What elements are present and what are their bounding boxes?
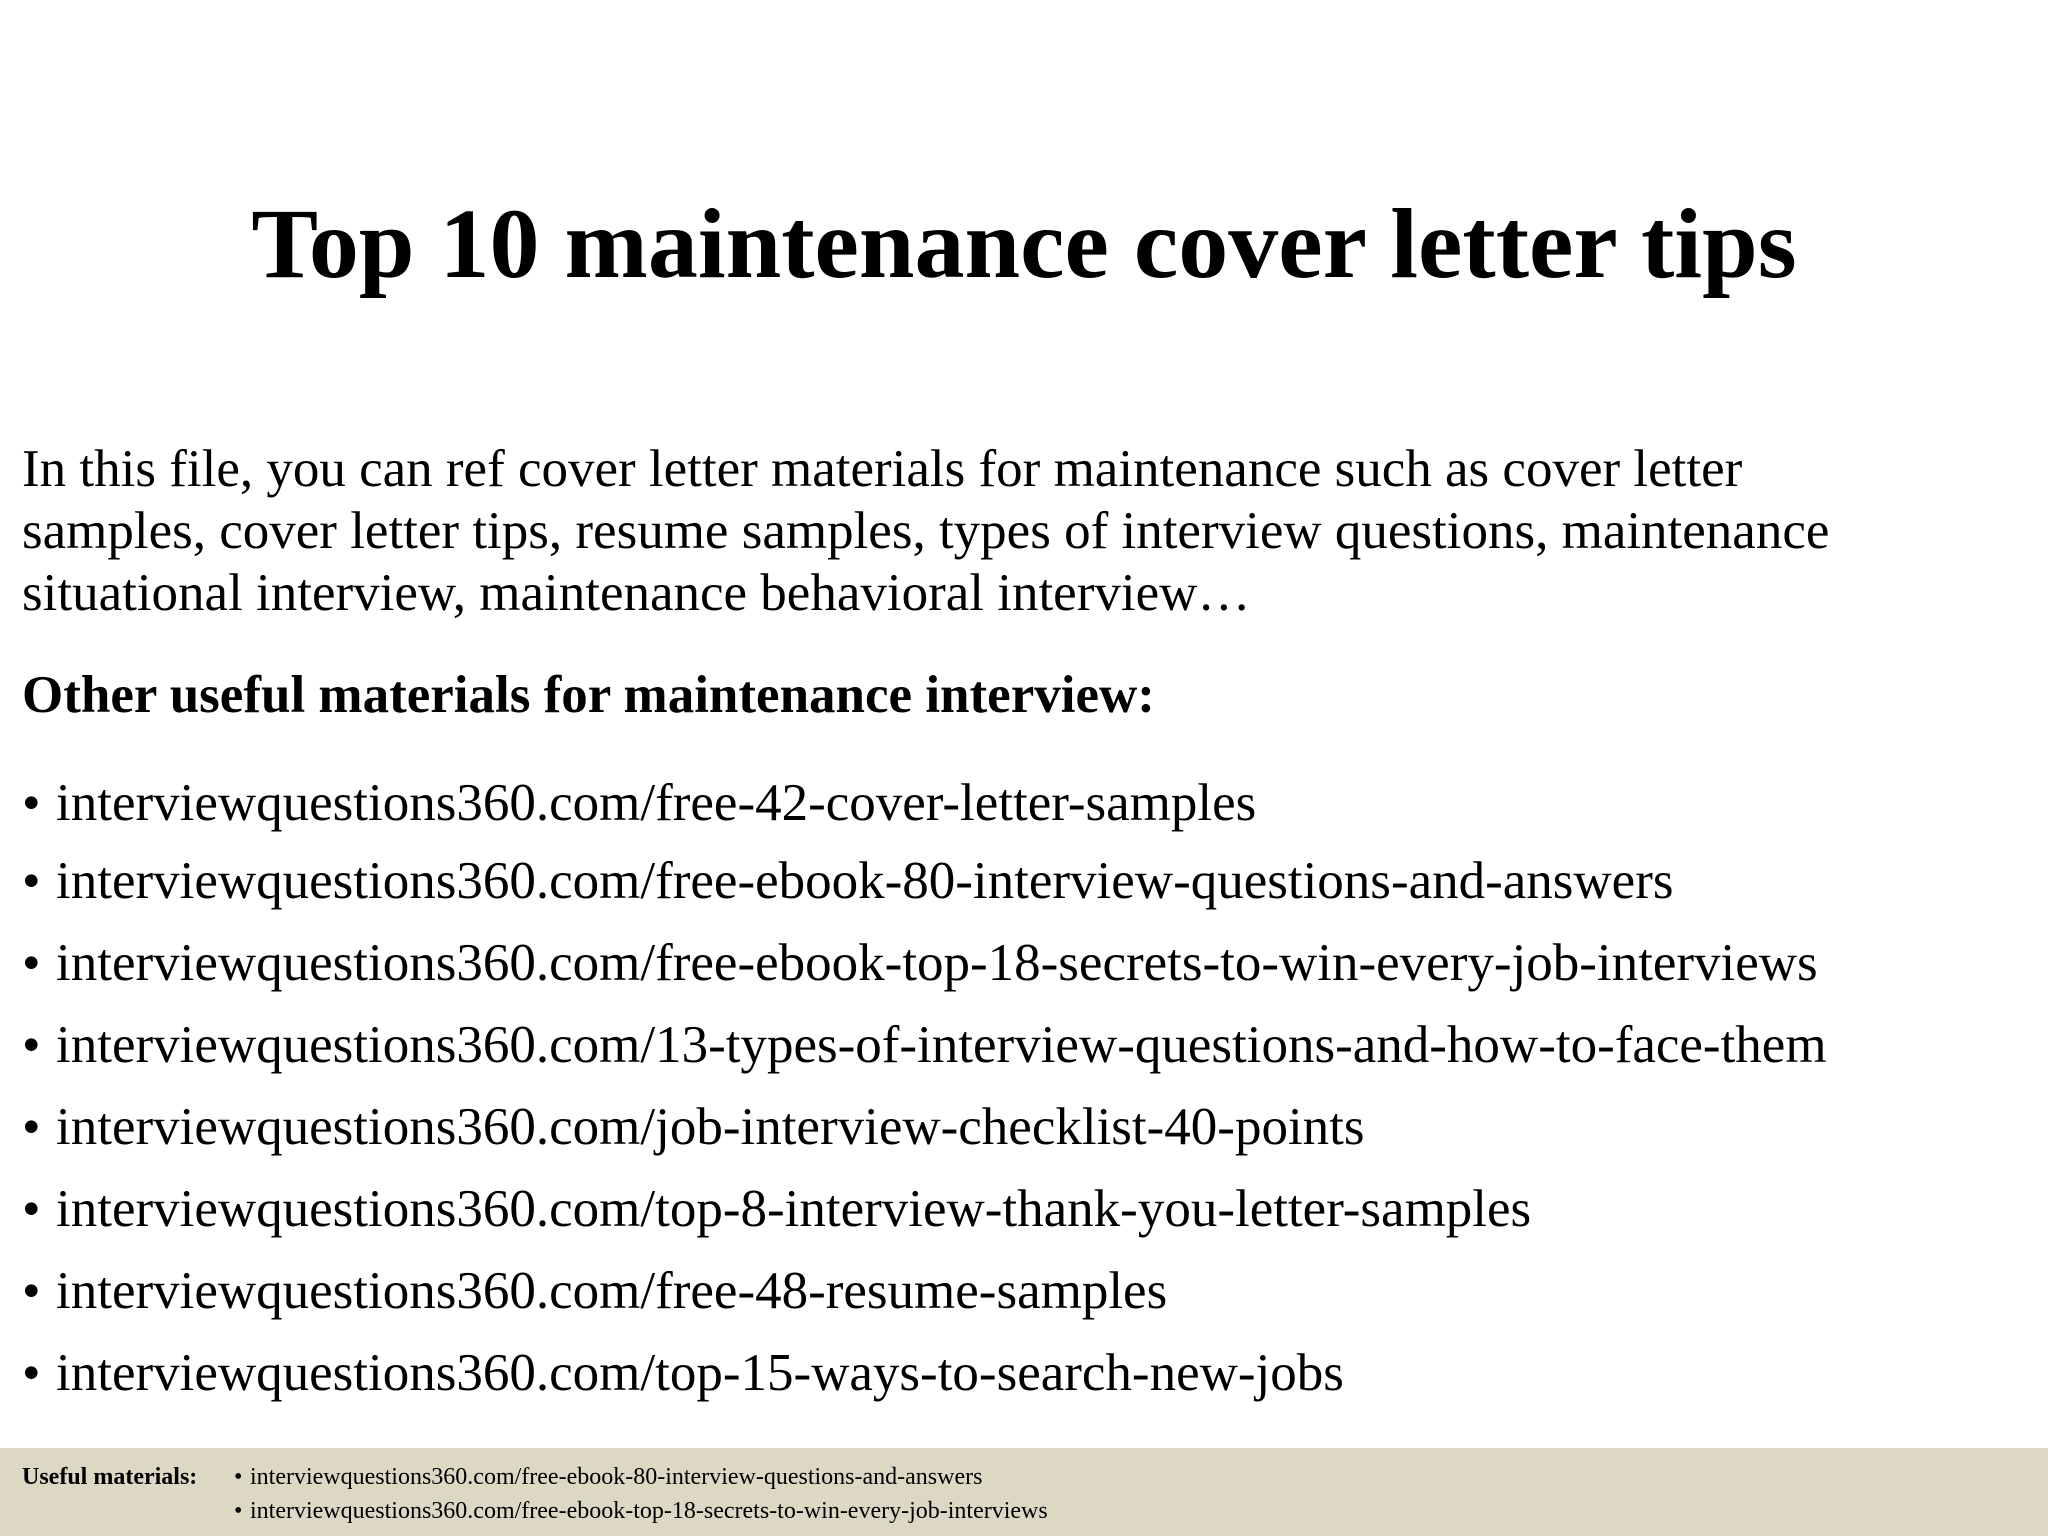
material-link[interactable]: interviewquestions360.com/free-48-resume-samples xyxy=(56,1262,1168,1320)
materials-list-item xyxy=(22,922,1827,1004)
bullet-icon: • xyxy=(22,1262,41,1320)
material-link[interactable]: interviewquestions360.com/free-ebook-80-interview-questions-and-answers xyxy=(56,852,1674,910)
intro-paragraph xyxy=(22,438,2022,624)
materials-list-item xyxy=(22,840,1827,922)
footer-link-list xyxy=(234,1460,1048,1528)
material-link[interactable]: interviewquestions360.com/top-15-ways-to-search-new-jobs xyxy=(56,1344,1344,1402)
materials-list-item xyxy=(22,1250,1827,1332)
materials-list-item xyxy=(22,1168,1827,1250)
materials-list-item xyxy=(22,1332,1827,1414)
intro-line: situational interview, maintenance behavioral interview… xyxy=(22,564,1251,622)
slide-title: Top 10 maintenance cover letter tips xyxy=(251,188,1797,299)
footer-link[interactable]: interviewquestions360.com/free-ebook-top-18-secrets-to-win-every-job-interviews xyxy=(250,1498,1048,1524)
material-link[interactable]: interviewquestions360.com/job-interview-checklist-40-points xyxy=(56,1098,1365,1156)
materials-list-item xyxy=(22,1004,1827,1086)
footer-list-item xyxy=(234,1460,1048,1494)
bullet-icon: • xyxy=(234,1464,243,1490)
footer-list-item xyxy=(234,1494,1048,1528)
bullet-icon: • xyxy=(234,1498,243,1524)
intro-line: In this file, you can ref cover letter materials for maintenance such as cover letter xyxy=(22,440,1743,498)
bullet-icon: • xyxy=(22,1098,41,1156)
footer-label-text: Useful materials xyxy=(22,1464,190,1490)
material-link[interactable]: interviewquestions360.com/free-ebook-top-18-secrets-to-win-every-job-interviews xyxy=(56,934,1818,992)
material-link[interactable]: interviewquestions360.com/free-42-cover-letter-samples xyxy=(56,774,1257,832)
bullet-icon: • xyxy=(22,934,41,992)
footer-label-colon: : xyxy=(189,1464,198,1490)
footer-link[interactable]: interviewquestions360.com/free-ebook-80-interview-questions-and-answers xyxy=(250,1464,983,1490)
materials-heading: Other useful materials for maintenance interview: xyxy=(22,666,1155,724)
bullet-icon: • xyxy=(22,1344,41,1402)
bullet-icon: • xyxy=(22,774,41,832)
materials-list-item xyxy=(22,766,1827,840)
bullet-icon: • xyxy=(22,1016,41,1074)
materials-list-item xyxy=(22,1086,1827,1168)
bullet-icon: • xyxy=(22,852,41,910)
footer-bar xyxy=(0,1448,2048,1536)
intro-line: samples, cover letter tips, resume samples, types of interview questions, maintenance xyxy=(22,502,1830,560)
material-link[interactable]: interviewquestions360.com/13-types-of-interview-questions-and-how-to-face-them xyxy=(56,1016,1827,1074)
footer-label xyxy=(22,1460,197,1494)
bullet-icon: • xyxy=(22,1180,41,1238)
materials-link-list xyxy=(22,766,1827,1414)
material-link[interactable]: interviewquestions360.com/top-8-interview-thank-you-letter-samples xyxy=(56,1180,1532,1238)
